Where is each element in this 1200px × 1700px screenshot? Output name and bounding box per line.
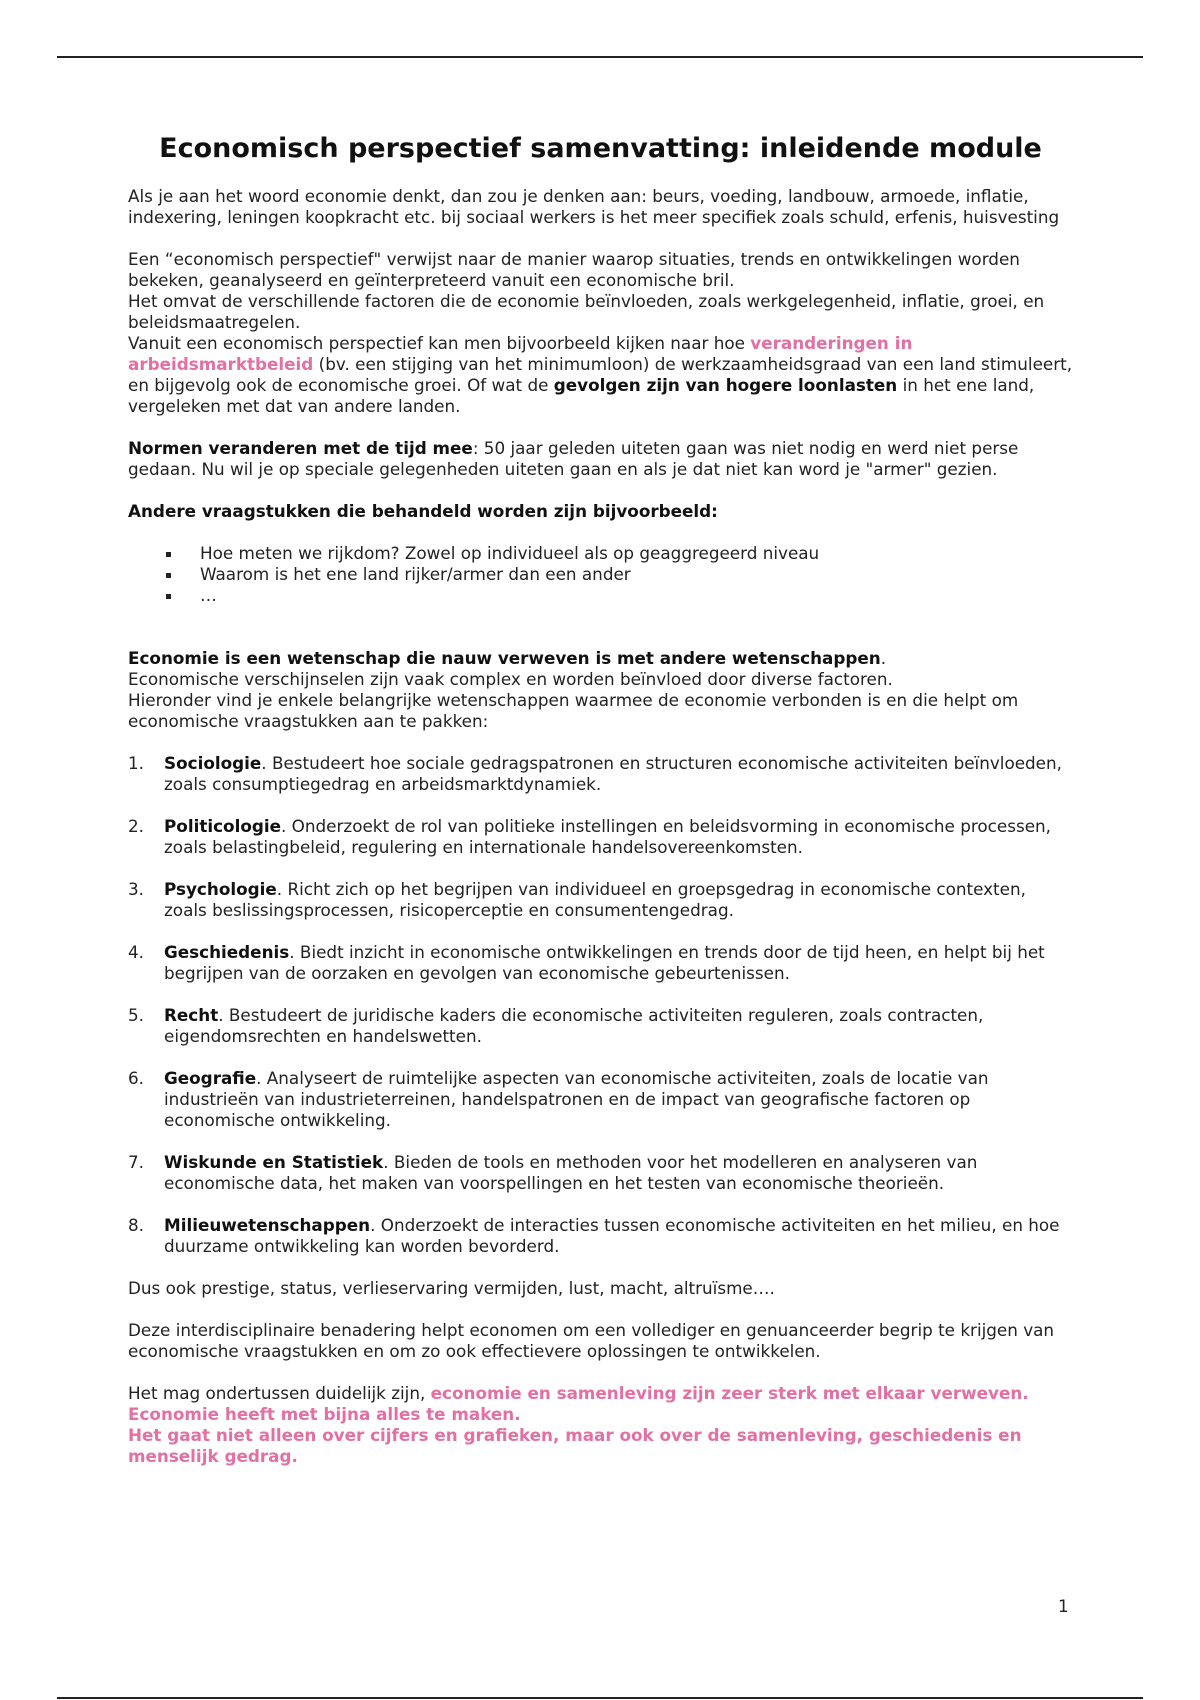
science-name: Sociologie xyxy=(164,753,262,773)
questions-list xyxy=(128,543,1073,606)
list-item xyxy=(128,816,1073,858)
list-item: Hoe meten we rijkdom? Zowel op individueel als op geaggregeerd niveau xyxy=(164,543,1073,564)
wage-costs-bold: gevolgen zijn van hogere loonlasten xyxy=(553,375,898,395)
intro-paragraph: Als je aan het woord economie denkt, dan zou je denken aan: beurs, voeding, landbouw, armoede, inflatie, indexering, leningen koopkracht etc. bij sociaal werkers is het meer specifiek zoals schuld, erfenis, huisvesting xyxy=(128,186,1060,227)
science-name: Geschiedenis xyxy=(164,942,290,962)
conclusion-start: Het mag ondertussen duidelijk zijn, xyxy=(128,1383,431,1403)
science-text: . Onderzoekt de interacties tussen economische activiteiten en het milieu, en hoe duurzame ontwikkeling kan worden bevorderd. xyxy=(164,1215,1060,1256)
labor-policy-highlight: veranderingen in arbeidsmarktbeleid xyxy=(128,333,913,374)
questions-heading xyxy=(128,501,1073,522)
prestige-paragraph: Dus ook prestige, status, verlieservaring vermijden, lust, macht, altruïsme…. xyxy=(128,1278,775,1298)
perspective-line-3-start: Vanuit een economisch perspectief kan men bijvoorbeeld kijken naar hoe xyxy=(128,333,751,353)
item-number: 8. xyxy=(128,1215,145,1235)
science-line-2: Economische verschijnselen zijn vaak complex en worden beïnvloed door diverse factoren. xyxy=(128,669,893,689)
science-line-3: Hieronder vind je enkele belangrijke wetenschappen waarmee de economie verbonden is en die helpt om economische vraagstukken aan te pakken: xyxy=(128,690,1019,731)
science-text: . Bieden de tools en methoden voor het modelleren en analyseren van economische data, het maken van voorspellingen en het testen van economische theorieën. xyxy=(164,1152,978,1193)
header-rule xyxy=(57,56,1143,58)
item-number: 2. xyxy=(128,816,145,836)
science-name: Recht xyxy=(164,1005,219,1025)
interdisciplinary-paragraph: Deze interdisciplinaire benadering helpt economen om een vollediger en genuanceerder begrip te krijgen van economische vraagstukken en om zo ook effectievere oplossingen te ontwikkelen. xyxy=(128,1320,1055,1361)
perspective-line-2: Het omvat de verschillende factoren die de economie beïnvloeden, zoals werkgelegenheid, inflatie, groei, en beleidsmaatregelen. xyxy=(128,291,1045,332)
science-name: Psychologie xyxy=(164,879,277,899)
conclusion-highlight-2: Het gaat niet alleen over cijfers en grafieken, maar ook over de samenleving, geschiedenis en menselijk gedrag. xyxy=(128,1425,1022,1466)
science-bold: Economie is een wetenschap die nauw verweven is met andere wetenschappen xyxy=(128,648,881,668)
list-item xyxy=(128,1215,1073,1257)
norms-text: : 50 jaar geleden uiteten gaan was niet nodig en werd niet perse gedaan. Nu wil je op speciale gelegenheden uiteten gaan en als je dat niet kan word je "armer" gezien. xyxy=(128,438,1019,479)
list-item xyxy=(128,1005,1073,1047)
page-number: 1 xyxy=(1058,1596,1069,1616)
science-text: . Bestudeert hoe sociale gedragspatronen en structuren economische activiteiten beïnvloeden, zoals consumptiegedrag en arbeidsmarktdynamiek. xyxy=(164,753,1062,794)
item-number: 4. xyxy=(128,942,145,962)
list-item xyxy=(128,879,1073,921)
perspective-line-1: Een “economisch perspectief" verwijst naar de manier waarop situaties, trends en ontwikkelingen worden bekeken, geanalyseerd en geïnterpreteerd vanuit een economische bril. xyxy=(128,249,1020,290)
list-item xyxy=(128,1152,1073,1194)
list-item: Waarom is het ene land rijker/armer dan een ander xyxy=(164,564,1073,585)
science-paragraph xyxy=(128,648,1073,732)
conclusion-paragraph xyxy=(128,1383,1073,1467)
science-text: . Analyseert de ruimtelijke aspecten van economische activiteiten, zoals de locatie van industrieën van industrieterreinen, handelspatronen en de impact van geografische factoren op economische ontwikkeling. xyxy=(164,1068,989,1130)
page-title: Economisch perspectief samenvatting: inleidende module xyxy=(159,133,1042,164)
item-number: 3. xyxy=(128,879,145,899)
conclusion-highlight-1: economie en samenleving zijn zeer sterk met elkaar verweven. Economie heeft met bijna alles te maken. xyxy=(128,1383,1029,1424)
list-item: … xyxy=(164,585,1073,606)
perspective-paragraph xyxy=(128,249,1073,417)
document-body xyxy=(128,132,1073,1488)
science-name: Geografie xyxy=(164,1068,257,1088)
science-name: Milieuwetenschappen xyxy=(164,1215,371,1235)
science-name: Wiskunde en Statistiek xyxy=(164,1152,384,1172)
list-item xyxy=(128,753,1073,795)
science-name: Politicologie xyxy=(164,816,282,836)
item-number: 1. xyxy=(128,753,145,773)
science-text: . Onderzoekt de rol van politieke instellingen en beleidsvorming in economische processen, zoals belastingbeleid, regulering en internationale handelsovereenkomsten. xyxy=(164,816,1051,857)
science-text: . Biedt inzicht in economische ontwikkelingen en trends door de tijd heen, en helpt bij het begrijpen van de oorzaken en gevolgen van economische gebeurtenissen. xyxy=(164,942,1045,983)
item-number: 7. xyxy=(128,1152,145,1172)
science-period: . xyxy=(880,648,887,668)
sciences-list xyxy=(128,753,1073,1257)
item-number: 6. xyxy=(128,1068,145,1088)
item-number: 5. xyxy=(128,1005,145,1025)
norms-paragraph xyxy=(128,438,1073,480)
list-item xyxy=(128,942,1073,984)
list-item xyxy=(128,1068,1073,1131)
footer-rule xyxy=(57,1697,1143,1699)
science-text: . Richt zich op het begrijpen van individueel en groepsgedrag in economische contexten, zoals beslissingsprocessen, risicoperceptie en consumentengedrag. xyxy=(164,879,1026,920)
perspective-line-3-middle: (bv. een stijging van het minimumloon) de werkzaamheidsgraad van een land stimuleert, en bijgevolg ook de economische groei. Of wat de xyxy=(128,354,1073,395)
questions-heading-text: Andere vraagstukken die behandeld worden zijn bijvoorbeeld: xyxy=(128,501,718,521)
perspective-line-3-end: in het ene land, vergeleken met dat van andere landen. xyxy=(128,375,1035,416)
science-text: . Bestudeert de juridische kaders die economische activiteiten reguleren, zoals contracten, eigendomsrechten en handelswetten. xyxy=(164,1005,984,1046)
norms-bold: Normen veranderen met de tijd mee xyxy=(128,438,473,458)
